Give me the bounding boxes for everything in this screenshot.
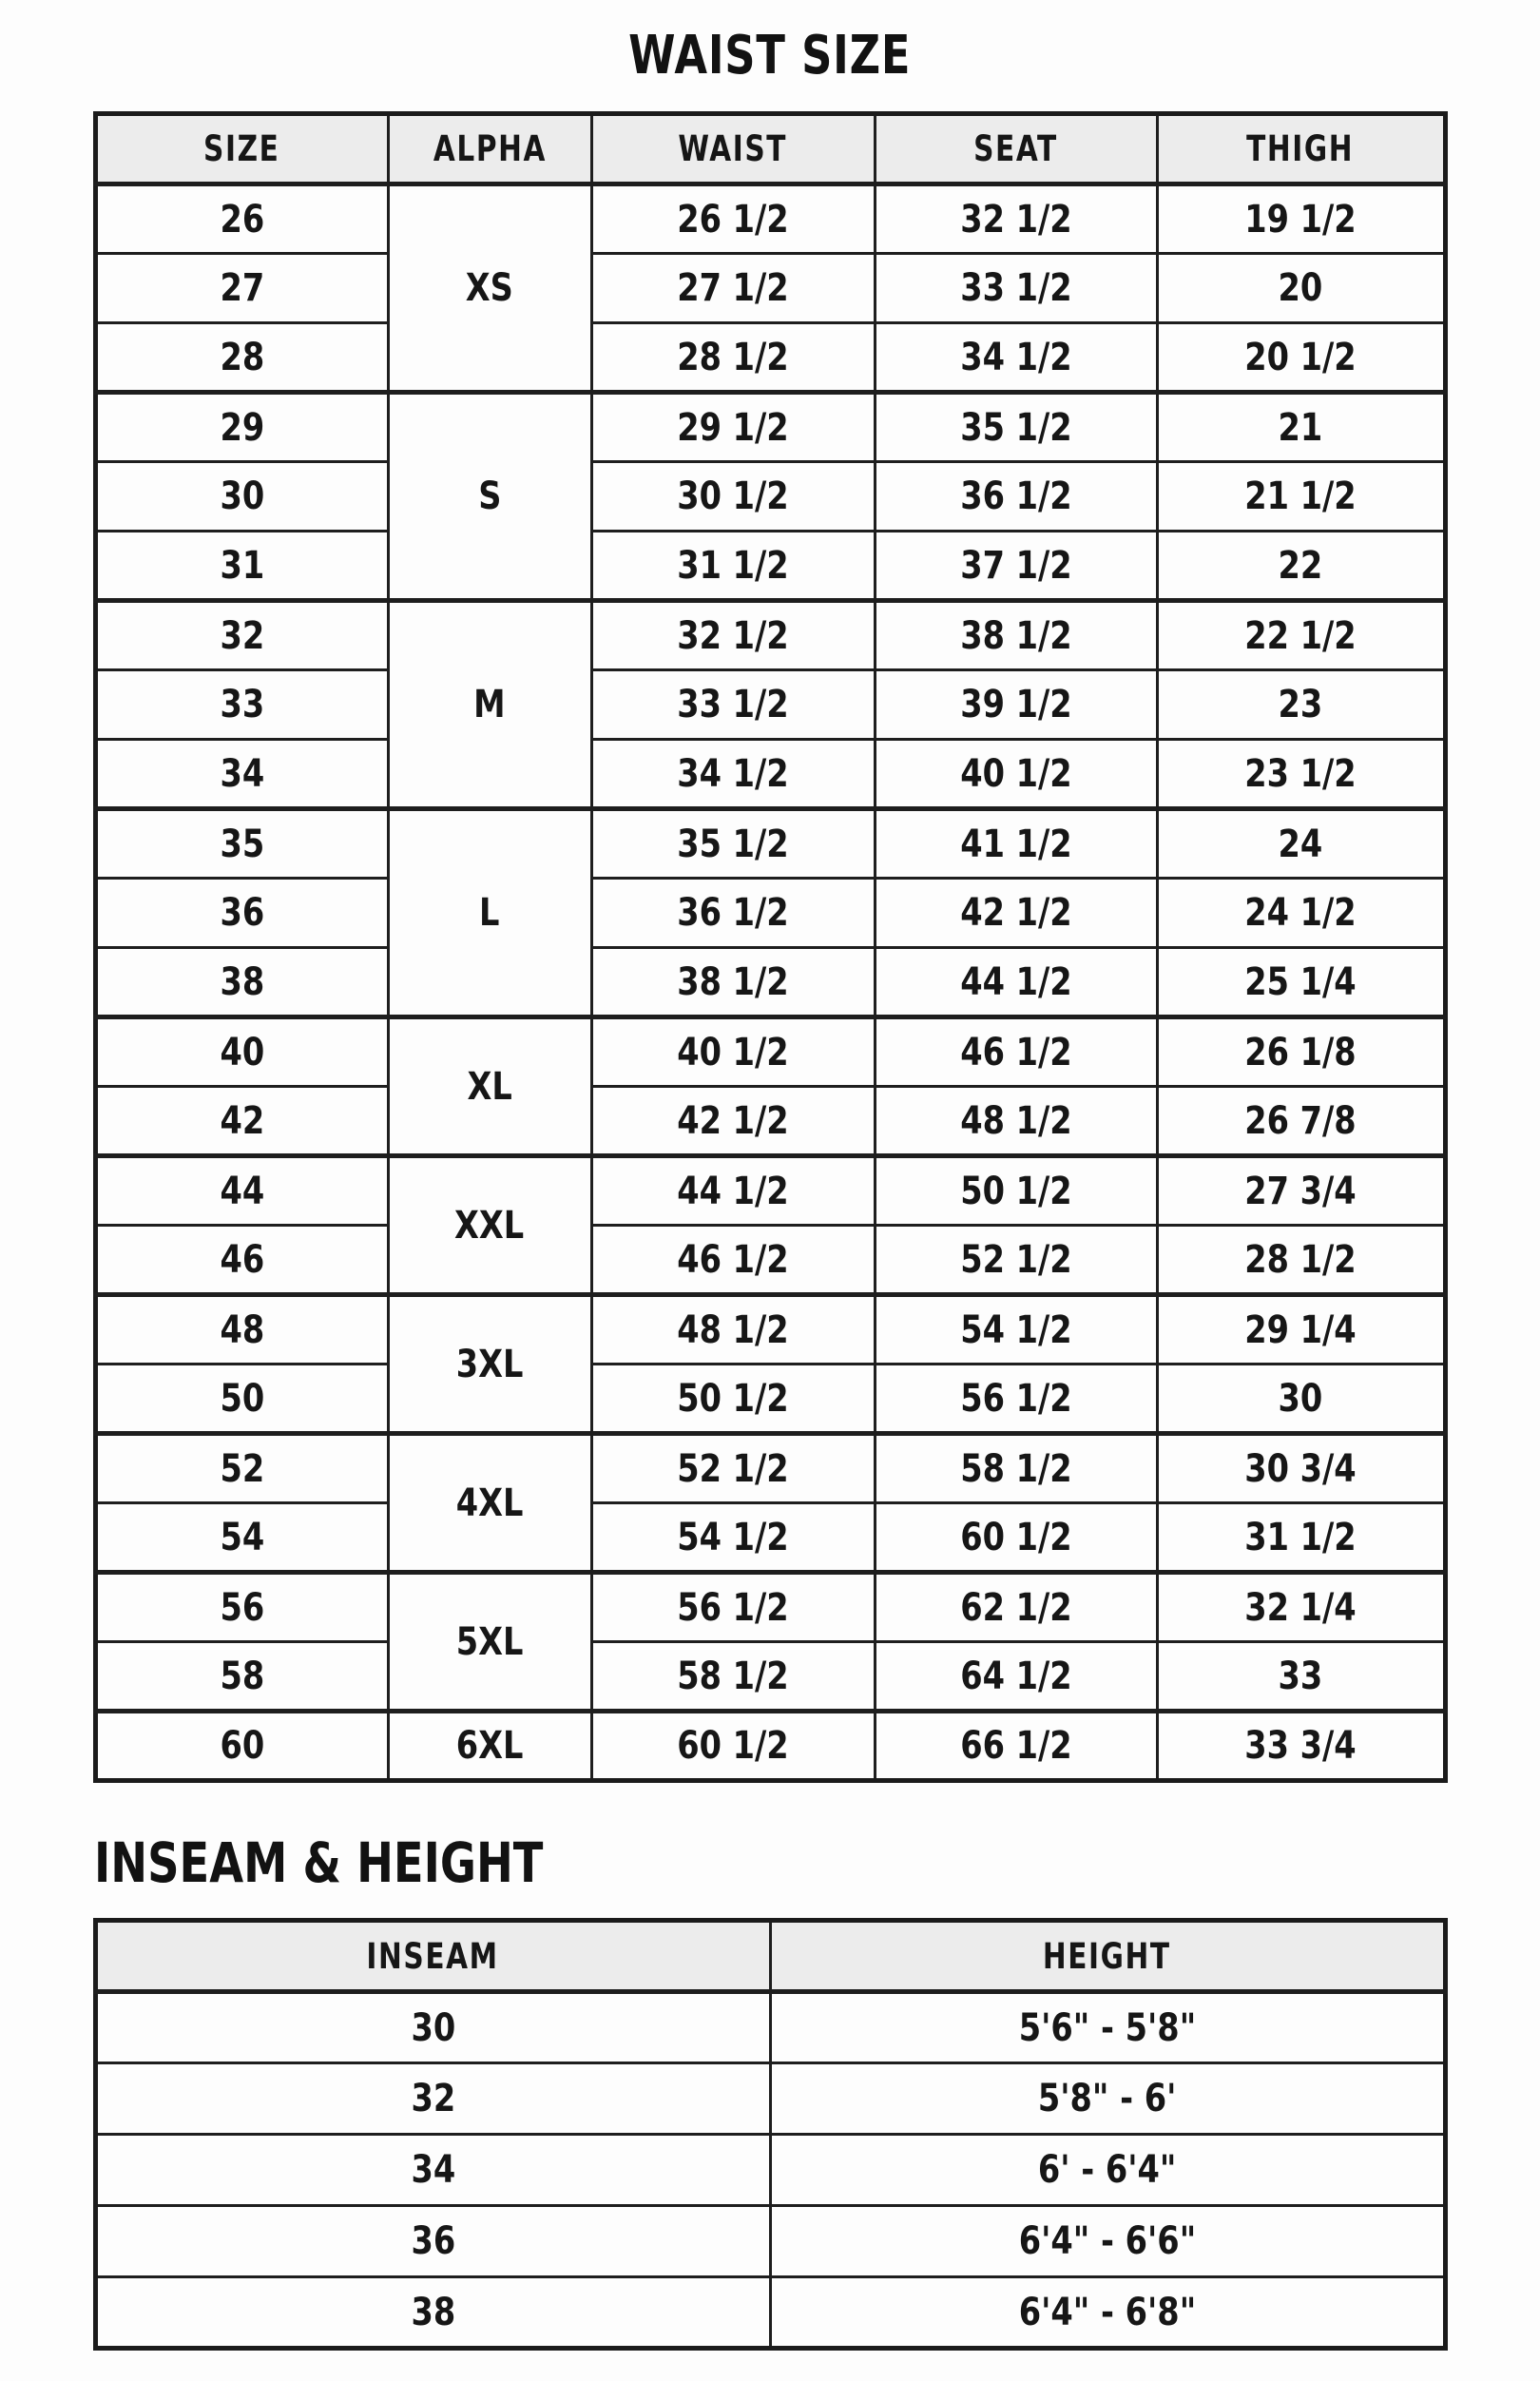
waist-cell-text: 27 1/2 bbox=[677, 266, 789, 310]
inseam-header-row bbox=[95, 1921, 1445, 1992]
seat-cell bbox=[875, 1573, 1157, 1642]
table-row-size-27 bbox=[95, 254, 1445, 323]
inseam-cell-text: 32 bbox=[411, 2077, 455, 2120]
inseam-cell bbox=[95, 2206, 770, 2277]
waist-cell bbox=[591, 879, 875, 948]
seat-cell-text: 36 1/2 bbox=[959, 474, 1072, 518]
height-cell-text: 6'4" - 6'8" bbox=[1018, 2290, 1196, 2334]
waist-cell-text: 26 1/2 bbox=[677, 197, 789, 242]
size-cell bbox=[95, 948, 388, 1017]
table-row-size-30 bbox=[95, 462, 1445, 532]
header-cell-seat bbox=[875, 114, 1157, 184]
waist-cell bbox=[591, 740, 875, 809]
header-cell-height-text: HEIGHT bbox=[1043, 1935, 1171, 1977]
inseam-height-title bbox=[94, 1830, 1540, 1895]
seat-cell bbox=[875, 670, 1157, 740]
seat-cell-text: 60 1/2 bbox=[959, 1515, 1072, 1559]
thigh-cell-text: 23 bbox=[1278, 683, 1323, 726]
size-cell-text: 58 bbox=[220, 1654, 264, 1698]
thigh-cell bbox=[1157, 879, 1445, 948]
waist-cell bbox=[591, 1712, 875, 1781]
header-cell-thigh bbox=[1157, 114, 1445, 184]
waist-cell-text: 52 1/2 bbox=[677, 1446, 789, 1491]
seat-cell bbox=[875, 1295, 1157, 1365]
thigh-cell bbox=[1157, 1226, 1445, 1295]
thigh-cell bbox=[1157, 948, 1445, 1017]
thigh-cell bbox=[1157, 1434, 1445, 1503]
waist-cell-text: 60 1/2 bbox=[677, 1724, 789, 1768]
seat-cell bbox=[875, 532, 1157, 601]
alpha-cell-3xl-text: 3XL bbox=[455, 1342, 524, 1386]
thigh-cell-text: 26 1/8 bbox=[1244, 1030, 1357, 1074]
seat-cell-text: 64 1/2 bbox=[959, 1654, 1072, 1698]
size-cell-text: 48 bbox=[220, 1307, 264, 1352]
size-cell-text: 28 bbox=[220, 335, 264, 379]
waist-cell bbox=[591, 532, 875, 601]
seat-cell-text: 54 1/2 bbox=[959, 1307, 1072, 1352]
size-cell bbox=[95, 1712, 388, 1781]
height-cell-text: 6'4" - 6'6" bbox=[1018, 2219, 1196, 2263]
table-row-size-33 bbox=[95, 670, 1445, 740]
seat-cell bbox=[875, 254, 1157, 323]
seat-cell bbox=[875, 323, 1157, 393]
header-cell-alpha-text: ALPHA bbox=[433, 128, 547, 169]
size-cell-text: 29 bbox=[220, 405, 264, 450]
inseam-cell bbox=[95, 2135, 770, 2206]
size-cell bbox=[95, 879, 388, 948]
header-cell-size bbox=[95, 114, 388, 184]
size-cell bbox=[95, 1503, 388, 1573]
height-cell bbox=[770, 2063, 1445, 2135]
size-cell-text: 34 bbox=[220, 751, 264, 796]
alpha-cell-l bbox=[388, 809, 591, 1017]
inseam-height-title-text: INSEAM & HEIGHT bbox=[94, 1830, 544, 1895]
seat-cell-text: 42 1/2 bbox=[959, 891, 1072, 935]
alpha-cell-xl bbox=[388, 1017, 591, 1156]
waist-cell-text: 31 1/2 bbox=[677, 543, 789, 588]
header-cell-inseam-text: INSEAM bbox=[366, 1935, 500, 1977]
waist-cell-text: 40 1/2 bbox=[677, 1030, 789, 1074]
thigh-cell-text: 28 1/2 bbox=[1244, 1237, 1357, 1282]
waist-cell bbox=[591, 1087, 875, 1156]
thigh-cell-text: 24 bbox=[1278, 822, 1323, 866]
thigh-cell-text: 22 1/2 bbox=[1244, 613, 1357, 658]
waist-size-title bbox=[0, 0, 1540, 87]
thigh-cell bbox=[1157, 1573, 1445, 1642]
table-row-size-46 bbox=[95, 1226, 1445, 1295]
height-cell-text: 5'8" - 6' bbox=[1037, 2077, 1177, 2120]
size-cell-text: 42 bbox=[220, 1098, 264, 1143]
seat-cell bbox=[875, 184, 1157, 254]
inseam-cell-text: 36 bbox=[411, 2219, 455, 2263]
height-cell bbox=[770, 1992, 1445, 2063]
table-row-size-28 bbox=[95, 323, 1445, 393]
table-row-inseam-38 bbox=[95, 2277, 1445, 2349]
seat-cell bbox=[875, 740, 1157, 809]
size-cell bbox=[95, 1087, 388, 1156]
table-row-inseam-34 bbox=[95, 2135, 1445, 2206]
thigh-cell-text: 29 1/4 bbox=[1244, 1307, 1357, 1352]
size-cell bbox=[95, 1156, 388, 1226]
thigh-cell-text: 26 7/8 bbox=[1244, 1098, 1357, 1143]
size-cell bbox=[95, 809, 388, 879]
thigh-cell-text: 30 bbox=[1278, 1376, 1323, 1421]
size-cell-text: 44 bbox=[220, 1169, 264, 1213]
seat-cell-text: 33 1/2 bbox=[959, 266, 1072, 310]
size-cell-text: 54 bbox=[220, 1515, 264, 1559]
inseam-height-table bbox=[93, 1918, 1448, 2351]
inseam-cell bbox=[95, 1992, 770, 2063]
header-cell-waist-text: WAIST bbox=[678, 128, 788, 169]
size-cell-text: 40 bbox=[220, 1030, 264, 1074]
table-row-size-38 bbox=[95, 948, 1445, 1017]
thigh-cell-text: 22 bbox=[1278, 543, 1323, 588]
table-row-size-31 bbox=[95, 532, 1445, 601]
waist-cell-text: 35 1/2 bbox=[677, 822, 789, 866]
size-cell bbox=[95, 393, 388, 462]
height-cell-text: 6' - 6'4" bbox=[1037, 2148, 1177, 2192]
waist-cell-text: 56 1/2 bbox=[677, 1585, 789, 1630]
inseam-cell bbox=[95, 2277, 770, 2349]
seat-cell-text: 37 1/2 bbox=[959, 543, 1072, 588]
seat-cell bbox=[875, 1712, 1157, 1781]
size-cell-text: 30 bbox=[220, 474, 264, 518]
alpha-cell-m-text: M bbox=[473, 683, 506, 726]
seat-cell-text: 58 1/2 bbox=[959, 1446, 1072, 1491]
table-row-size-35 bbox=[95, 809, 1445, 879]
alpha-cell-4xl bbox=[388, 1434, 591, 1573]
thigh-cell bbox=[1157, 1365, 1445, 1434]
table-row-size-50 bbox=[95, 1365, 1445, 1434]
waist-cell bbox=[591, 1642, 875, 1712]
table-row-inseam-36 bbox=[95, 2206, 1445, 2277]
thigh-cell bbox=[1157, 740, 1445, 809]
header-cell-waist bbox=[591, 114, 875, 184]
alpha-cell-5xl-text: 5XL bbox=[455, 1619, 524, 1664]
alpha-cell-xl-text: XL bbox=[467, 1064, 512, 1109]
waist-cell-text: 44 1/2 bbox=[677, 1169, 789, 1213]
seat-cell bbox=[875, 462, 1157, 532]
seat-cell-text: 39 1/2 bbox=[959, 683, 1072, 726]
waist-cell bbox=[591, 323, 875, 393]
seat-cell-text: 66 1/2 bbox=[959, 1724, 1072, 1768]
waist-cell-text: 46 1/2 bbox=[677, 1237, 789, 1282]
seat-cell-text: 38 1/2 bbox=[959, 613, 1072, 658]
seat-cell bbox=[875, 1365, 1157, 1434]
table-row-size-48 bbox=[95, 1295, 1445, 1365]
seat-cell bbox=[875, 1503, 1157, 1573]
seat-cell-text: 56 1/2 bbox=[959, 1376, 1072, 1421]
table-row-size-54 bbox=[95, 1503, 1445, 1573]
inseam-cell-text: 34 bbox=[411, 2148, 455, 2192]
size-cell-text: 60 bbox=[220, 1724, 264, 1768]
thigh-cell-text: 27 3/4 bbox=[1244, 1169, 1357, 1213]
waist-cell-text: 38 1/2 bbox=[677, 959, 789, 1004]
header-cell-inseam bbox=[95, 1921, 770, 1992]
alpha-cell-6xl-text: 6XL bbox=[455, 1724, 524, 1768]
alpha-cell-s-text: S bbox=[477, 474, 502, 518]
waist-size-title-text: WAIST SIZE bbox=[628, 25, 912, 87]
waist-cell-text: 28 1/2 bbox=[677, 335, 789, 379]
thigh-cell-text: 20 bbox=[1278, 266, 1323, 310]
table-row-size-52 bbox=[95, 1434, 1445, 1503]
waist-cell bbox=[591, 809, 875, 879]
height-cell bbox=[770, 2135, 1445, 2206]
alpha-cell-5xl bbox=[388, 1573, 591, 1712]
waist-cell-text: 29 1/2 bbox=[677, 405, 789, 450]
seat-cell-text: 50 1/2 bbox=[959, 1169, 1072, 1213]
seat-cell-text: 32 1/2 bbox=[959, 197, 1072, 242]
size-cell-text: 50 bbox=[220, 1376, 264, 1421]
thigh-cell bbox=[1157, 184, 1445, 254]
table-row-inseam-32 bbox=[95, 2063, 1445, 2135]
thigh-cell bbox=[1157, 532, 1445, 601]
thigh-cell bbox=[1157, 1017, 1445, 1087]
thigh-cell-text: 20 1/2 bbox=[1244, 335, 1357, 379]
size-cell-text: 27 bbox=[220, 266, 264, 310]
inseam-cell-text: 30 bbox=[411, 2005, 455, 2050]
thigh-cell bbox=[1157, 254, 1445, 323]
size-cell-text: 36 bbox=[220, 891, 264, 935]
alpha-cell-l-text: L bbox=[479, 891, 500, 935]
size-cell-text: 52 bbox=[220, 1446, 264, 1491]
seat-cell bbox=[875, 879, 1157, 948]
size-cell-text: 56 bbox=[220, 1585, 264, 1630]
seat-cell-text: 48 1/2 bbox=[959, 1098, 1072, 1143]
waist-cell bbox=[591, 601, 875, 670]
alpha-cell-6xl bbox=[388, 1712, 591, 1781]
alpha-cell-3xl bbox=[388, 1295, 591, 1434]
size-cell bbox=[95, 1295, 388, 1365]
waist-cell-text: 58 1/2 bbox=[677, 1654, 789, 1698]
size-cell bbox=[95, 1434, 388, 1503]
height-cell bbox=[770, 2206, 1445, 2277]
header-cell-height bbox=[770, 1921, 1445, 1992]
thigh-cell-text: 32 1/4 bbox=[1244, 1585, 1357, 1630]
alpha-cell-xs bbox=[388, 184, 591, 393]
thigh-cell-text: 31 1/2 bbox=[1244, 1515, 1357, 1559]
size-cell bbox=[95, 323, 388, 393]
size-cell bbox=[95, 462, 388, 532]
table-row-size-56 bbox=[95, 1573, 1445, 1642]
size-cell bbox=[95, 1365, 388, 1434]
seat-cell-text: 52 1/2 bbox=[959, 1237, 1072, 1282]
waist-cell bbox=[591, 670, 875, 740]
waist-size-table bbox=[93, 111, 1448, 1783]
seat-cell-text: 34 1/2 bbox=[959, 335, 1072, 379]
thigh-cell bbox=[1157, 1642, 1445, 1712]
waist-cell bbox=[591, 1226, 875, 1295]
seat-cell bbox=[875, 1087, 1157, 1156]
size-cell-text: 31 bbox=[220, 543, 264, 588]
seat-cell-text: 62 1/2 bbox=[959, 1585, 1072, 1630]
waist-cell-text: 50 1/2 bbox=[677, 1376, 789, 1421]
waist-cell-text: 42 1/2 bbox=[677, 1098, 789, 1143]
seat-cell bbox=[875, 948, 1157, 1017]
size-cell bbox=[95, 1642, 388, 1712]
seat-cell-text: 46 1/2 bbox=[959, 1030, 1072, 1074]
size-cell bbox=[95, 1017, 388, 1087]
thigh-cell-text: 23 1/2 bbox=[1244, 751, 1357, 796]
header-cell-thigh-text: THIGH bbox=[1246, 128, 1355, 169]
waist-cell-text: 30 1/2 bbox=[677, 474, 789, 518]
waist-cell bbox=[591, 1573, 875, 1642]
seat-cell bbox=[875, 1226, 1157, 1295]
table-row-inseam-30 bbox=[95, 1992, 1445, 2063]
waist-cell-text: 36 1/2 bbox=[677, 891, 789, 935]
alpha-cell-m bbox=[388, 601, 591, 809]
table-row-size-58 bbox=[95, 1642, 1445, 1712]
size-cell bbox=[95, 1573, 388, 1642]
thigh-cell-text: 33 3/4 bbox=[1244, 1724, 1357, 1768]
waist-cell bbox=[591, 462, 875, 532]
thigh-cell bbox=[1157, 393, 1445, 462]
inseam-cell bbox=[95, 2063, 770, 2135]
thigh-cell bbox=[1157, 601, 1445, 670]
alpha-cell-xxl-text: XXL bbox=[454, 1203, 525, 1248]
waist-cell bbox=[591, 254, 875, 323]
seat-cell-text: 44 1/2 bbox=[959, 959, 1072, 1004]
table-row-size-26 bbox=[95, 184, 1445, 254]
seat-cell bbox=[875, 809, 1157, 879]
thigh-cell-text: 19 1/2 bbox=[1244, 197, 1357, 242]
waist-cell bbox=[591, 1156, 875, 1226]
seat-cell-text: 35 1/2 bbox=[959, 405, 1072, 450]
waist-cell bbox=[591, 948, 875, 1017]
seat-cell bbox=[875, 393, 1157, 462]
seat-cell bbox=[875, 1642, 1157, 1712]
thigh-cell bbox=[1157, 670, 1445, 740]
thigh-cell bbox=[1157, 462, 1445, 532]
seat-cell bbox=[875, 1156, 1157, 1226]
thigh-cell bbox=[1157, 323, 1445, 393]
height-cell bbox=[770, 2277, 1445, 2349]
table-row-size-44 bbox=[95, 1156, 1445, 1226]
size-cell-text: 26 bbox=[220, 197, 264, 242]
waist-cell-text: 54 1/2 bbox=[677, 1515, 789, 1559]
waist-cell bbox=[591, 1503, 875, 1573]
thigh-cell-text: 24 1/2 bbox=[1244, 891, 1357, 935]
thigh-cell-text: 25 1/4 bbox=[1244, 959, 1357, 1004]
waist-cell bbox=[591, 184, 875, 254]
size-cell-text: 32 bbox=[220, 613, 264, 658]
size-cell bbox=[95, 670, 388, 740]
thigh-cell bbox=[1157, 1712, 1445, 1781]
thigh-cell bbox=[1157, 1503, 1445, 1573]
thigh-cell-text: 21 1/2 bbox=[1244, 474, 1357, 518]
table-row-size-60 bbox=[95, 1712, 1445, 1781]
seat-cell-text: 41 1/2 bbox=[959, 822, 1072, 866]
size-cell bbox=[95, 1226, 388, 1295]
table-row-size-36 bbox=[95, 879, 1445, 948]
size-cell bbox=[95, 601, 388, 670]
size-cell-text: 35 bbox=[220, 822, 264, 866]
alpha-cell-s bbox=[388, 393, 591, 601]
thigh-cell bbox=[1157, 1156, 1445, 1226]
size-cell-text: 46 bbox=[220, 1237, 264, 1282]
table-row-size-40 bbox=[95, 1017, 1445, 1087]
thigh-cell-text: 30 3/4 bbox=[1244, 1446, 1357, 1491]
alpha-cell-xs-text: XS bbox=[465, 266, 514, 310]
waist-cell bbox=[591, 1365, 875, 1434]
alpha-cell-xxl bbox=[388, 1156, 591, 1295]
size-cell-text: 33 bbox=[220, 683, 264, 726]
thigh-cell-text: 21 bbox=[1278, 405, 1323, 450]
waist-cell-text: 33 1/2 bbox=[677, 683, 789, 726]
seat-cell bbox=[875, 1434, 1157, 1503]
size-cell bbox=[95, 184, 388, 254]
size-cell bbox=[95, 740, 388, 809]
alpha-cell-4xl-text: 4XL bbox=[455, 1481, 524, 1525]
table-row-size-42 bbox=[95, 1087, 1445, 1156]
seat-cell-text: 40 1/2 bbox=[959, 751, 1072, 796]
thigh-cell bbox=[1157, 1087, 1445, 1156]
waist-cell-text: 32 1/2 bbox=[677, 613, 789, 658]
thigh-cell bbox=[1157, 1295, 1445, 1365]
seat-cell bbox=[875, 601, 1157, 670]
waist-cell bbox=[591, 393, 875, 462]
size-cell-text: 38 bbox=[220, 959, 264, 1004]
thigh-cell-text: 33 bbox=[1278, 1654, 1323, 1698]
table-row-size-34 bbox=[95, 740, 1445, 809]
header-cell-seat-text: SEAT bbox=[973, 128, 1058, 169]
waist-cell bbox=[591, 1017, 875, 1087]
waist-header-row bbox=[95, 114, 1445, 184]
waist-cell bbox=[591, 1434, 875, 1503]
waist-cell-text: 34 1/2 bbox=[677, 751, 789, 796]
waist-cell-text: 48 1/2 bbox=[677, 1307, 789, 1352]
table-row-size-32 bbox=[95, 601, 1445, 670]
header-cell-size-text: SIZE bbox=[203, 128, 280, 169]
table-row-size-29 bbox=[95, 393, 1445, 462]
height-cell-text: 5'6" - 5'8" bbox=[1018, 2005, 1196, 2050]
size-cell bbox=[95, 532, 388, 601]
waist-cell bbox=[591, 1295, 875, 1365]
inseam-cell-text: 38 bbox=[411, 2290, 455, 2334]
size-cell bbox=[95, 254, 388, 323]
header-cell-alpha bbox=[388, 114, 591, 184]
thigh-cell bbox=[1157, 809, 1445, 879]
seat-cell bbox=[875, 1017, 1157, 1087]
